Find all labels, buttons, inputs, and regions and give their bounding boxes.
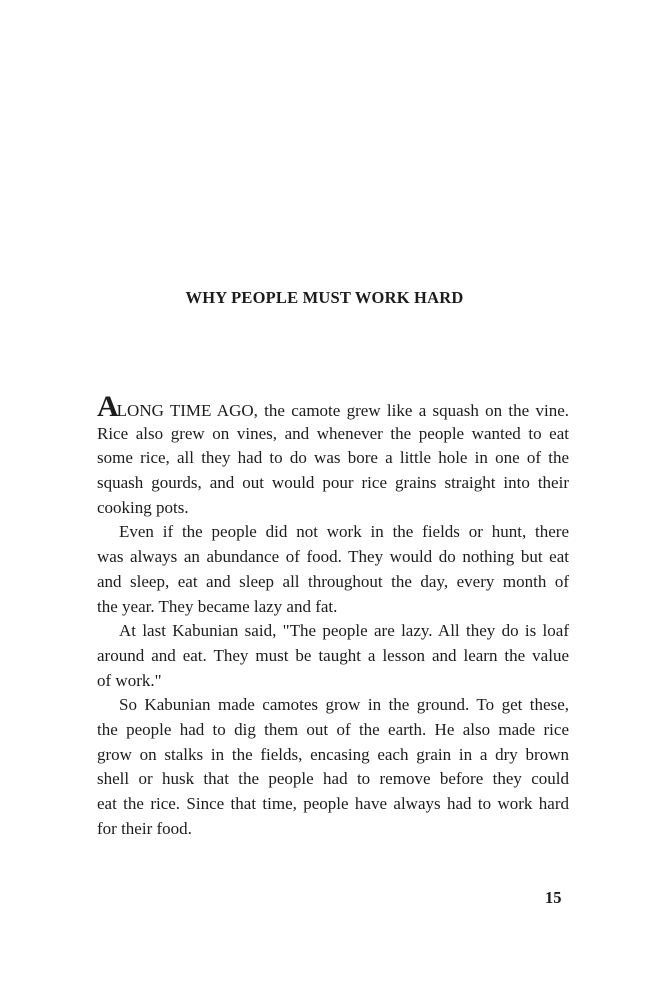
text-line [97, 545, 569, 570]
text-line [97, 767, 569, 792]
paragraph [97, 390, 569, 520]
text-line [97, 743, 569, 768]
text-line [97, 595, 569, 620]
text-line [97, 718, 569, 743]
drop-cap: A [97, 390, 117, 423]
line-text: grow on stalks in the fields, encasing each grain in a dry brown [97, 744, 569, 764]
text-line [97, 471, 569, 496]
page-number: 15 [545, 888, 562, 907]
line-text: was always an abundance of food. They would do nothing but eat [97, 547, 569, 567]
line-text: Rice also grew on vines, and whenever the people wanted to eat [97, 423, 569, 443]
text-line [97, 570, 569, 595]
line-text: some rice, all they had to do was bore a little hole in one of the [97, 448, 569, 468]
text-line [97, 496, 569, 521]
story-body [97, 390, 569, 841]
text-line [97, 619, 569, 644]
line-text: of work." [97, 670, 162, 690]
paragraph [97, 693, 569, 841]
line-text: At last Kabunian said, "The people are lazy. All they do is loaf [119, 621, 569, 641]
text-line [97, 792, 569, 817]
text-line [97, 446, 569, 471]
text-line [97, 644, 569, 669]
line-text: shell or husk that the people had to remove before they could [97, 769, 569, 789]
text-line [97, 693, 569, 718]
line-text: for their food. [97, 818, 192, 838]
line-text: around and eat. They must be taught a lesson and learn the value [97, 645, 569, 665]
line-text: squash gourds, and out would pour rice grains straight into their [97, 473, 569, 493]
paragraph [97, 520, 569, 619]
paragraph [97, 619, 569, 693]
line-text: eat the rice. Since that time, people have always had to work hard [97, 794, 569, 813]
line-text: LONG TIME AGO, the camote grew like a squash on the vine. [116, 401, 569, 420]
line-text: cooking pots. [97, 497, 189, 517]
line-text: the people had to dig them out of the earth. He also made rice [97, 719, 569, 739]
line-text: the year. They became lazy and fat. [97, 596, 338, 616]
text-line [97, 520, 569, 545]
text-line [97, 669, 569, 694]
text-line [97, 422, 569, 447]
line-text: and sleep, eat and sleep all throughout the day, every month of [97, 571, 569, 591]
text-line [97, 817, 569, 842]
text-line [97, 390, 569, 423]
line-text: So Kabunian made camotes grow in the ground. To get these, [119, 695, 569, 715]
story-title: WHY PEOPLE MUST WORK HARD [185, 288, 464, 307]
line-text: Even if the people did not work in the fields or hunt, there [119, 522, 569, 542]
